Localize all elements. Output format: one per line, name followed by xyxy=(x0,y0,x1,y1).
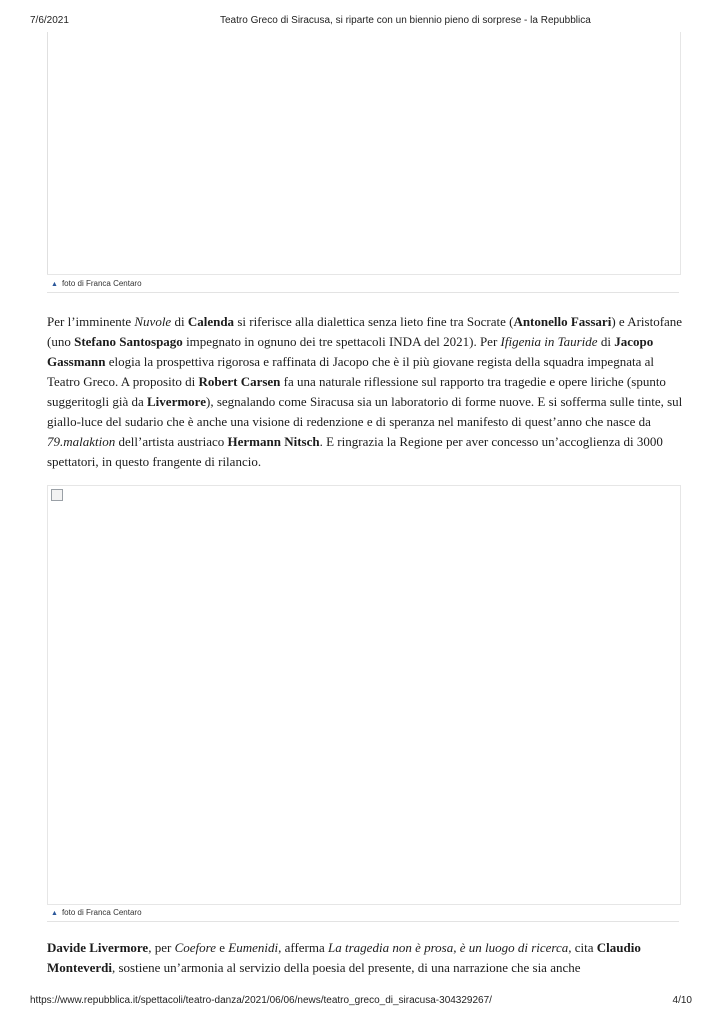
triangle-up-icon: ▲ xyxy=(51,281,58,288)
caption-text: foto di Franca Centaro xyxy=(61,279,142,288)
print-date: 7/6/2021 xyxy=(30,15,69,26)
photo-frame xyxy=(47,485,681,905)
photo-caption xyxy=(47,276,679,293)
triangle-up-icon: ▲ xyxy=(51,910,58,917)
article-paragraph: Davide Livermore, per Coefore e Eumenidi, afferma La tragedia non è prosa, è un luogo di ricerca, cita Claudio Monteverdi, sostiene un’armonia al servizio della poesia del presente, di una narrazione che sia anche xyxy=(47,940,641,975)
photo-caption xyxy=(47,905,679,922)
photo-frame-top xyxy=(47,32,681,275)
print-page-title: Teatro Greco di Siracusa, si riparte con un biennio pieno di sorprese - la Repubblica xyxy=(220,15,591,26)
page-number: 4/10 xyxy=(672,995,692,1006)
caption-text: foto di Franca Centaro xyxy=(61,908,142,917)
article-paragraph: Per l’imminente Nuvole di Calenda si riferisce alla dialettica senza lieto fine tra Socrate (Antonello Fassari) e Aristofane (uno Stefano Santospago impegnato in ognuno dei tre spettacoli INDA del 2021). Per Ifigenia in Tauride di Jacopo Gassmann elogia la prospettiva rigorosa e raffinata di Jacopo che è il più giovane regista della squadra impegnata al Teatro Greco. A proposito di Robert Carsen fa una naturale riflessione sul rapporto tra tragedie e opere liriche (spunto suggeritogli già da Livermore), segnalando come Siracusa sia un laboratorio di forme nuove. E si sofferma sulle tinte, sul giallo-luce del sudario che è anche una visione di redenzione e di speranza nel manifesto di quest’anno che nasce da 79.malaktion dell’artista austriaco Hermann Nitsch. E ringrazia la Regione per aver concesso un’accoglienza di 3000 spettatori, in questo frangente di rilancio. xyxy=(47,314,683,469)
frame-left-edge xyxy=(47,32,48,274)
broken-image-icon xyxy=(51,489,63,501)
print-url: https://www.repubblica.it/spettacoli/teatro-danza/2021/06/06/news/teatro_greco_di_siracusa-304329267/ xyxy=(30,995,492,1006)
